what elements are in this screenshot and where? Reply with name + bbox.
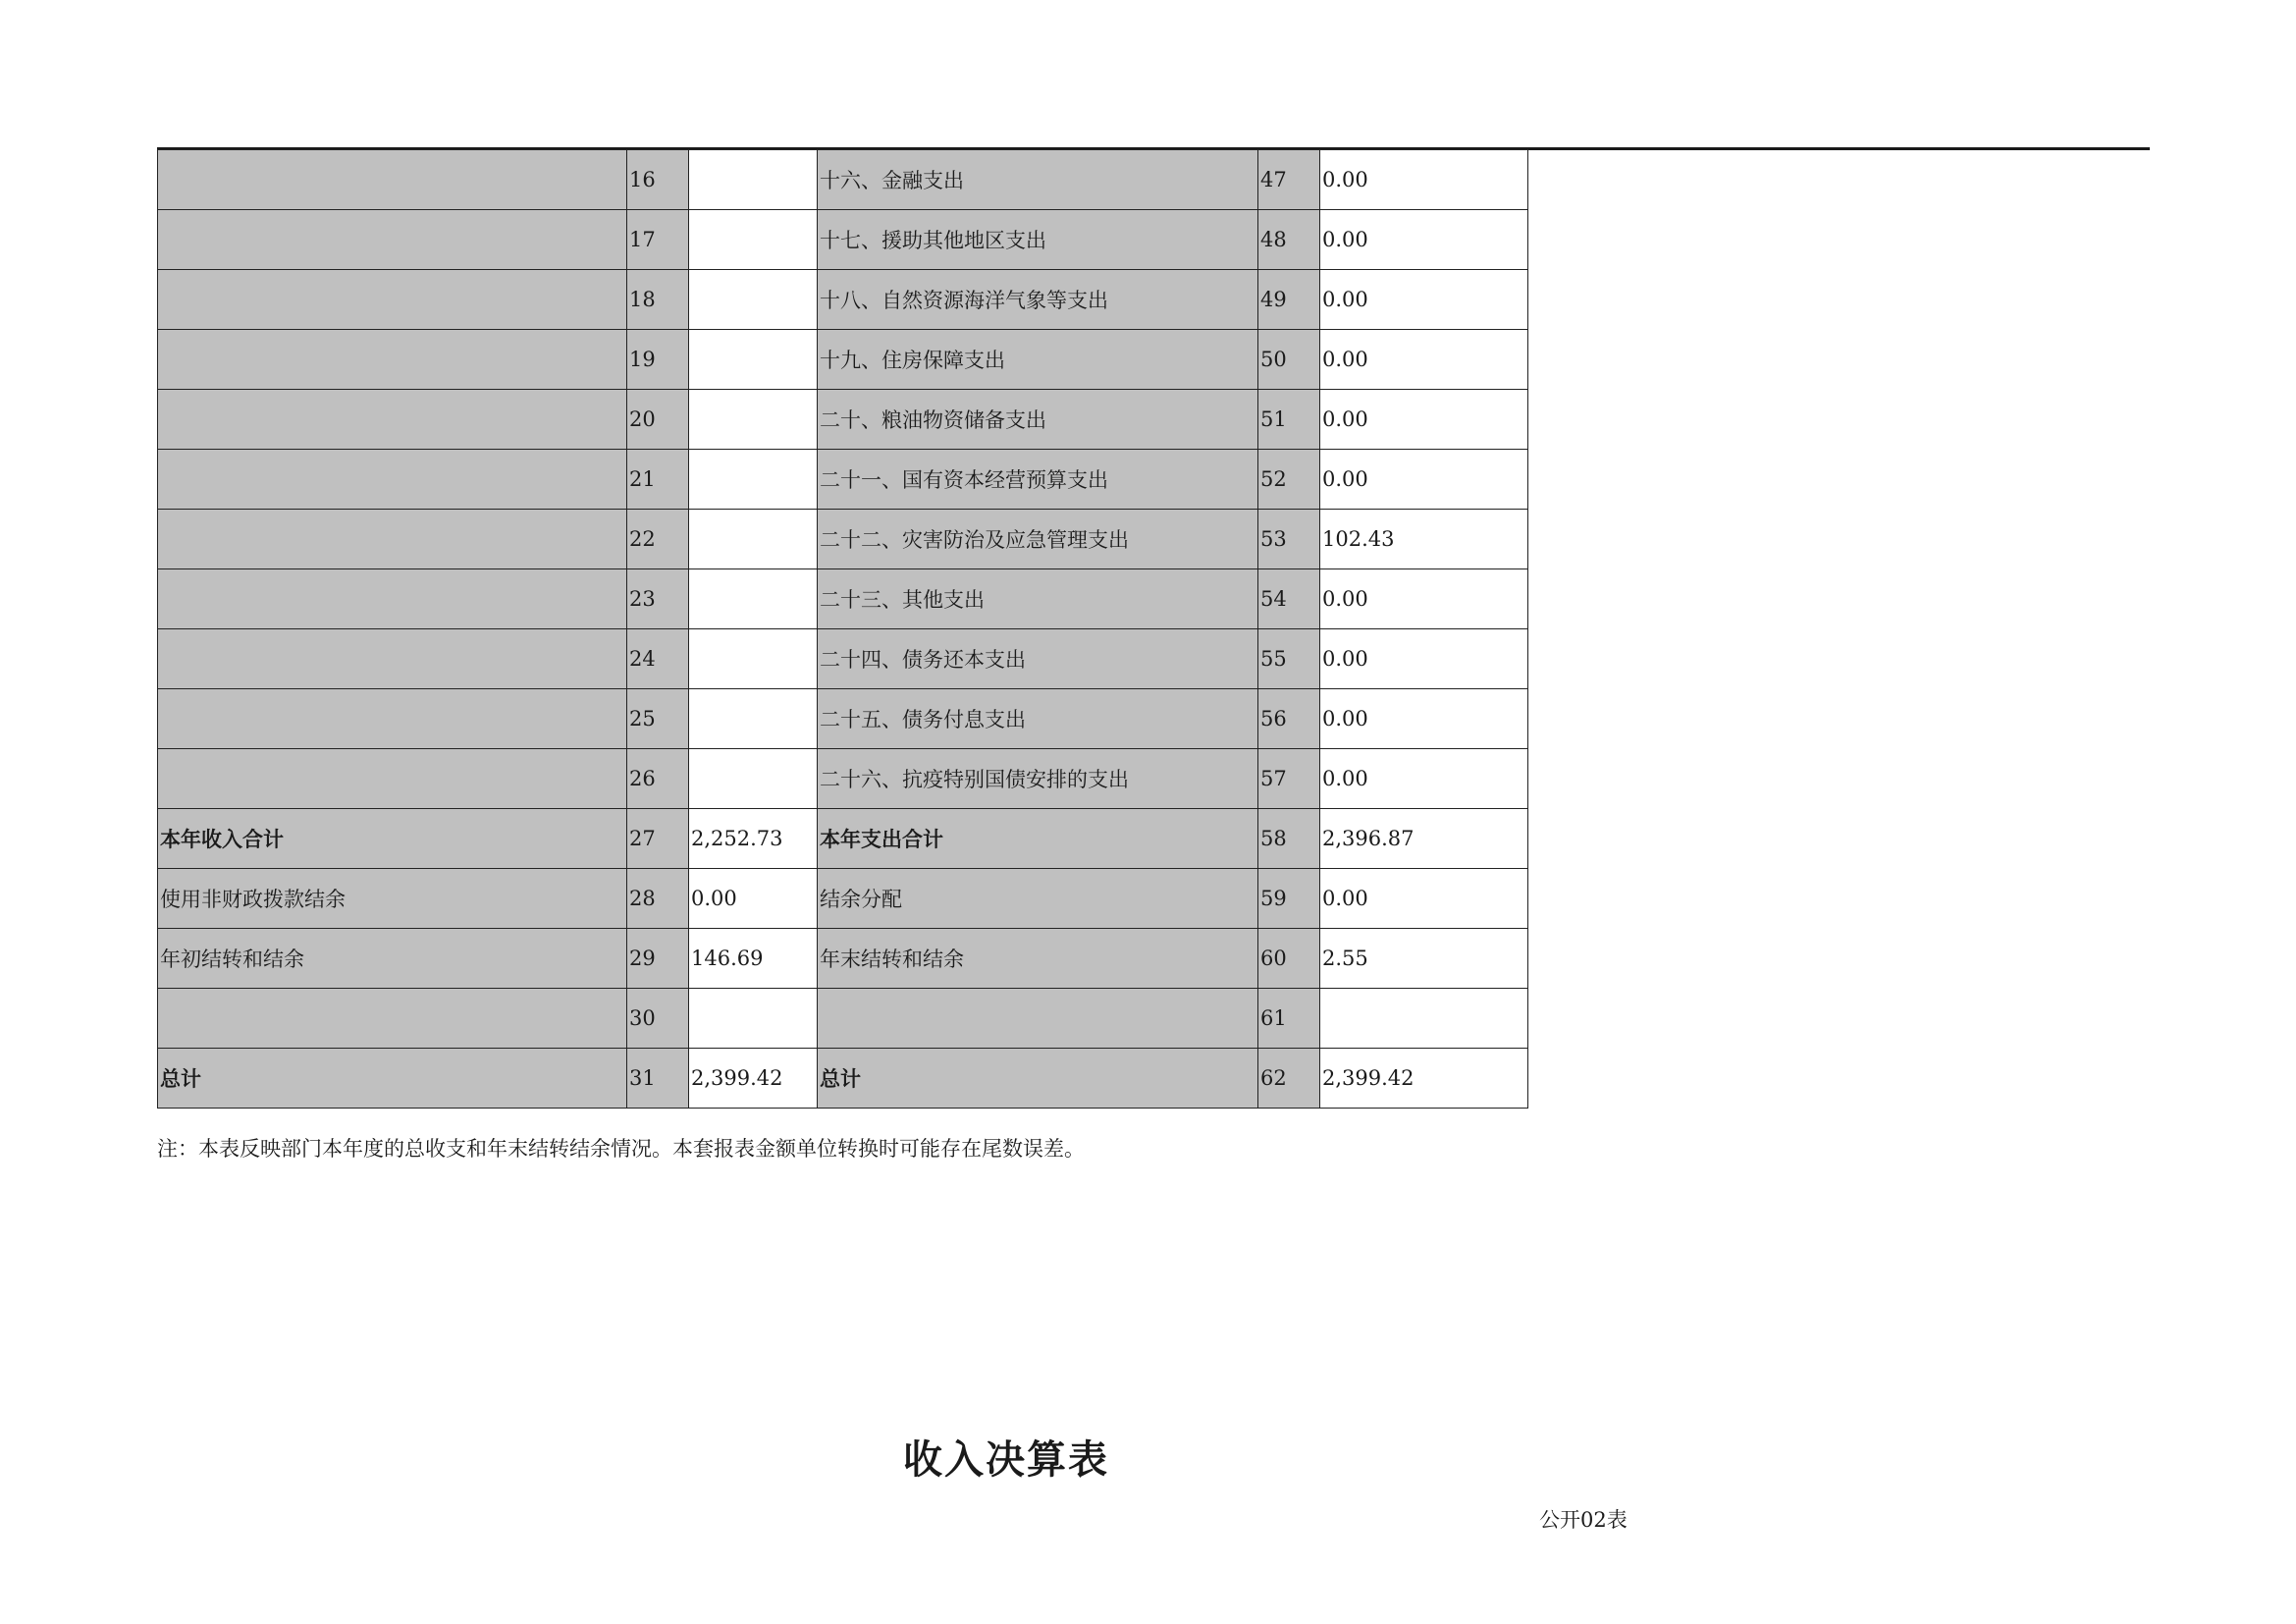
expense-line-no-cell: 47 bbox=[1258, 150, 1320, 210]
next-table-code: 公开02表 bbox=[1539, 1508, 1628, 1532]
table-note: 注：本表反映部门本年度的总收支和年末结转结余情况。本套报表金额单位转换时可能存在尾数误差。 bbox=[157, 1137, 1085, 1161]
expense-item-cell: 二十六、抗疫特别国债安排的支出 bbox=[818, 749, 1258, 809]
income-line-no-cell: 24 bbox=[627, 629, 689, 689]
income-amount-cell: 2,252.73 bbox=[689, 809, 818, 869]
expense-item-cell: 十六、金融支出 bbox=[818, 150, 1258, 210]
income-amount-cell bbox=[689, 450, 818, 510]
income-line-no-cell: 30 bbox=[627, 989, 689, 1049]
expense-item-cell: 十八、自然资源海洋气象等支出 bbox=[818, 270, 1258, 330]
expense-amount-cell: 0.00 bbox=[1320, 270, 1528, 330]
table-row bbox=[158, 629, 1528, 689]
income-line-no-cell: 19 bbox=[627, 330, 689, 390]
expense-amount-cell: 0.00 bbox=[1320, 749, 1528, 809]
income-amount-cell bbox=[689, 569, 818, 629]
income-line-no-cell: 16 bbox=[627, 150, 689, 210]
income-item-cell bbox=[158, 330, 627, 390]
expense-item-cell: 总计 bbox=[818, 1049, 1258, 1109]
table-row bbox=[158, 809, 1528, 869]
income-amount-cell bbox=[689, 330, 818, 390]
expense-item-cell: 年末结转和结余 bbox=[818, 929, 1258, 989]
expense-line-no-cell: 55 bbox=[1258, 629, 1320, 689]
income-expenditure-table bbox=[157, 149, 1528, 1109]
income-item-cell bbox=[158, 749, 627, 809]
expense-amount-cell: 0.00 bbox=[1320, 210, 1528, 270]
expense-line-no-cell: 62 bbox=[1258, 1049, 1320, 1109]
table-row bbox=[158, 749, 1528, 809]
expense-amount-cell: 2.55 bbox=[1320, 929, 1528, 989]
income-amount-cell bbox=[689, 270, 818, 330]
expense-line-no-cell: 54 bbox=[1258, 569, 1320, 629]
table-row bbox=[158, 929, 1528, 989]
income-item-cell: 使用非财政拨款结余 bbox=[158, 869, 627, 929]
expense-amount-cell: 0.00 bbox=[1320, 450, 1528, 510]
expense-amount-cell bbox=[1320, 989, 1528, 1049]
expense-line-no-cell: 49 bbox=[1258, 270, 1320, 330]
expense-amount-cell: 102.43 bbox=[1320, 510, 1528, 569]
income-amount-cell bbox=[689, 629, 818, 689]
income-item-cell bbox=[158, 569, 627, 629]
income-line-no-cell: 27 bbox=[627, 809, 689, 869]
expense-line-no-cell: 53 bbox=[1258, 510, 1320, 569]
expense-amount-cell: 2,399.42 bbox=[1320, 1049, 1528, 1109]
expense-item-cell: 十七、援助其他地区支出 bbox=[818, 210, 1258, 270]
expense-line-no-cell: 51 bbox=[1258, 390, 1320, 450]
income-amount-cell bbox=[689, 510, 818, 569]
expense-item-cell: 二十三、其他支出 bbox=[818, 569, 1258, 629]
expense-amount-cell: 0.00 bbox=[1320, 689, 1528, 749]
income-line-no-cell: 18 bbox=[627, 270, 689, 330]
expense-amount-cell: 2,396.87 bbox=[1320, 809, 1528, 869]
income-item-cell bbox=[158, 450, 627, 510]
income-item-cell bbox=[158, 689, 627, 749]
expense-item-cell: 二十一、国有资本经营预算支出 bbox=[818, 450, 1258, 510]
expense-item-cell bbox=[818, 989, 1258, 1049]
expense-item-cell: 二十、粮油物资储备支出 bbox=[818, 390, 1258, 450]
income-line-no-cell: 26 bbox=[627, 749, 689, 809]
income-amount-cell bbox=[689, 989, 818, 1049]
expense-item-cell: 二十五、债务付息支出 bbox=[818, 689, 1258, 749]
expense-amount-cell: 0.00 bbox=[1320, 150, 1528, 210]
income-item-cell: 本年收入合计 bbox=[158, 809, 627, 869]
income-item-cell bbox=[158, 270, 627, 330]
income-line-no-cell: 20 bbox=[627, 390, 689, 450]
income-item-cell: 年初结转和结余 bbox=[158, 929, 627, 989]
income-item-cell bbox=[158, 989, 627, 1049]
income-line-no-cell: 21 bbox=[627, 450, 689, 510]
next-table-title: 收入决算表 bbox=[903, 1437, 1109, 1483]
expense-item-cell: 本年支出合计 bbox=[818, 809, 1258, 869]
table-row bbox=[158, 689, 1528, 749]
income-item-cell: 总计 bbox=[158, 1049, 627, 1109]
expense-line-no-cell: 56 bbox=[1258, 689, 1320, 749]
table-row bbox=[158, 150, 1528, 210]
expense-item-cell: 二十四、债务还本支出 bbox=[818, 629, 1258, 689]
income-item-cell bbox=[158, 210, 627, 270]
expense-item-cell: 结余分配 bbox=[818, 869, 1258, 929]
income-line-no-cell: 28 bbox=[627, 869, 689, 929]
table-row bbox=[158, 569, 1528, 629]
income-amount-cell bbox=[689, 689, 818, 749]
expense-amount-cell: 0.00 bbox=[1320, 629, 1528, 689]
income-line-no-cell: 29 bbox=[627, 929, 689, 989]
income-item-cell bbox=[158, 150, 627, 210]
income-item-cell bbox=[158, 390, 627, 450]
expense-line-no-cell: 48 bbox=[1258, 210, 1320, 270]
expense-amount-cell: 0.00 bbox=[1320, 569, 1528, 629]
table-row bbox=[158, 450, 1528, 510]
expense-line-no-cell: 60 bbox=[1258, 929, 1320, 989]
expense-line-no-cell: 50 bbox=[1258, 330, 1320, 390]
expense-item-cell: 十九、住房保障支出 bbox=[818, 330, 1258, 390]
income-line-no-cell: 17 bbox=[627, 210, 689, 270]
income-amount-cell: 2,399.42 bbox=[689, 1049, 818, 1109]
expense-line-no-cell: 57 bbox=[1258, 749, 1320, 809]
income-amount-cell: 146.69 bbox=[689, 929, 818, 989]
table-row bbox=[158, 390, 1528, 450]
income-amount-cell bbox=[689, 210, 818, 270]
income-line-no-cell: 25 bbox=[627, 689, 689, 749]
expense-line-no-cell: 61 bbox=[1258, 989, 1320, 1049]
expense-item-cell: 二十二、灾害防治及应急管理支出 bbox=[818, 510, 1258, 569]
income-amount-cell bbox=[689, 749, 818, 809]
expense-amount-cell: 0.00 bbox=[1320, 869, 1528, 929]
income-line-no-cell: 31 bbox=[627, 1049, 689, 1109]
expense-line-no-cell: 59 bbox=[1258, 869, 1320, 929]
table-row bbox=[158, 989, 1528, 1049]
table-row bbox=[158, 1049, 1528, 1109]
income-item-cell bbox=[158, 510, 627, 569]
table-row bbox=[158, 510, 1528, 569]
table-body bbox=[158, 150, 1528, 1109]
income-amount-cell bbox=[689, 150, 818, 210]
expense-amount-cell: 0.00 bbox=[1320, 390, 1528, 450]
table-row bbox=[158, 270, 1528, 330]
table-row bbox=[158, 869, 1528, 929]
income-line-no-cell: 22 bbox=[627, 510, 689, 569]
income-amount-cell: 0.00 bbox=[689, 869, 818, 929]
table-row bbox=[158, 210, 1528, 270]
expense-amount-cell: 0.00 bbox=[1320, 330, 1528, 390]
expense-line-no-cell: 58 bbox=[1258, 809, 1320, 869]
income-item-cell bbox=[158, 629, 627, 689]
income-amount-cell bbox=[689, 390, 818, 450]
table-row bbox=[158, 330, 1528, 390]
income-line-no-cell: 23 bbox=[627, 569, 689, 629]
expense-line-no-cell: 52 bbox=[1258, 450, 1320, 510]
